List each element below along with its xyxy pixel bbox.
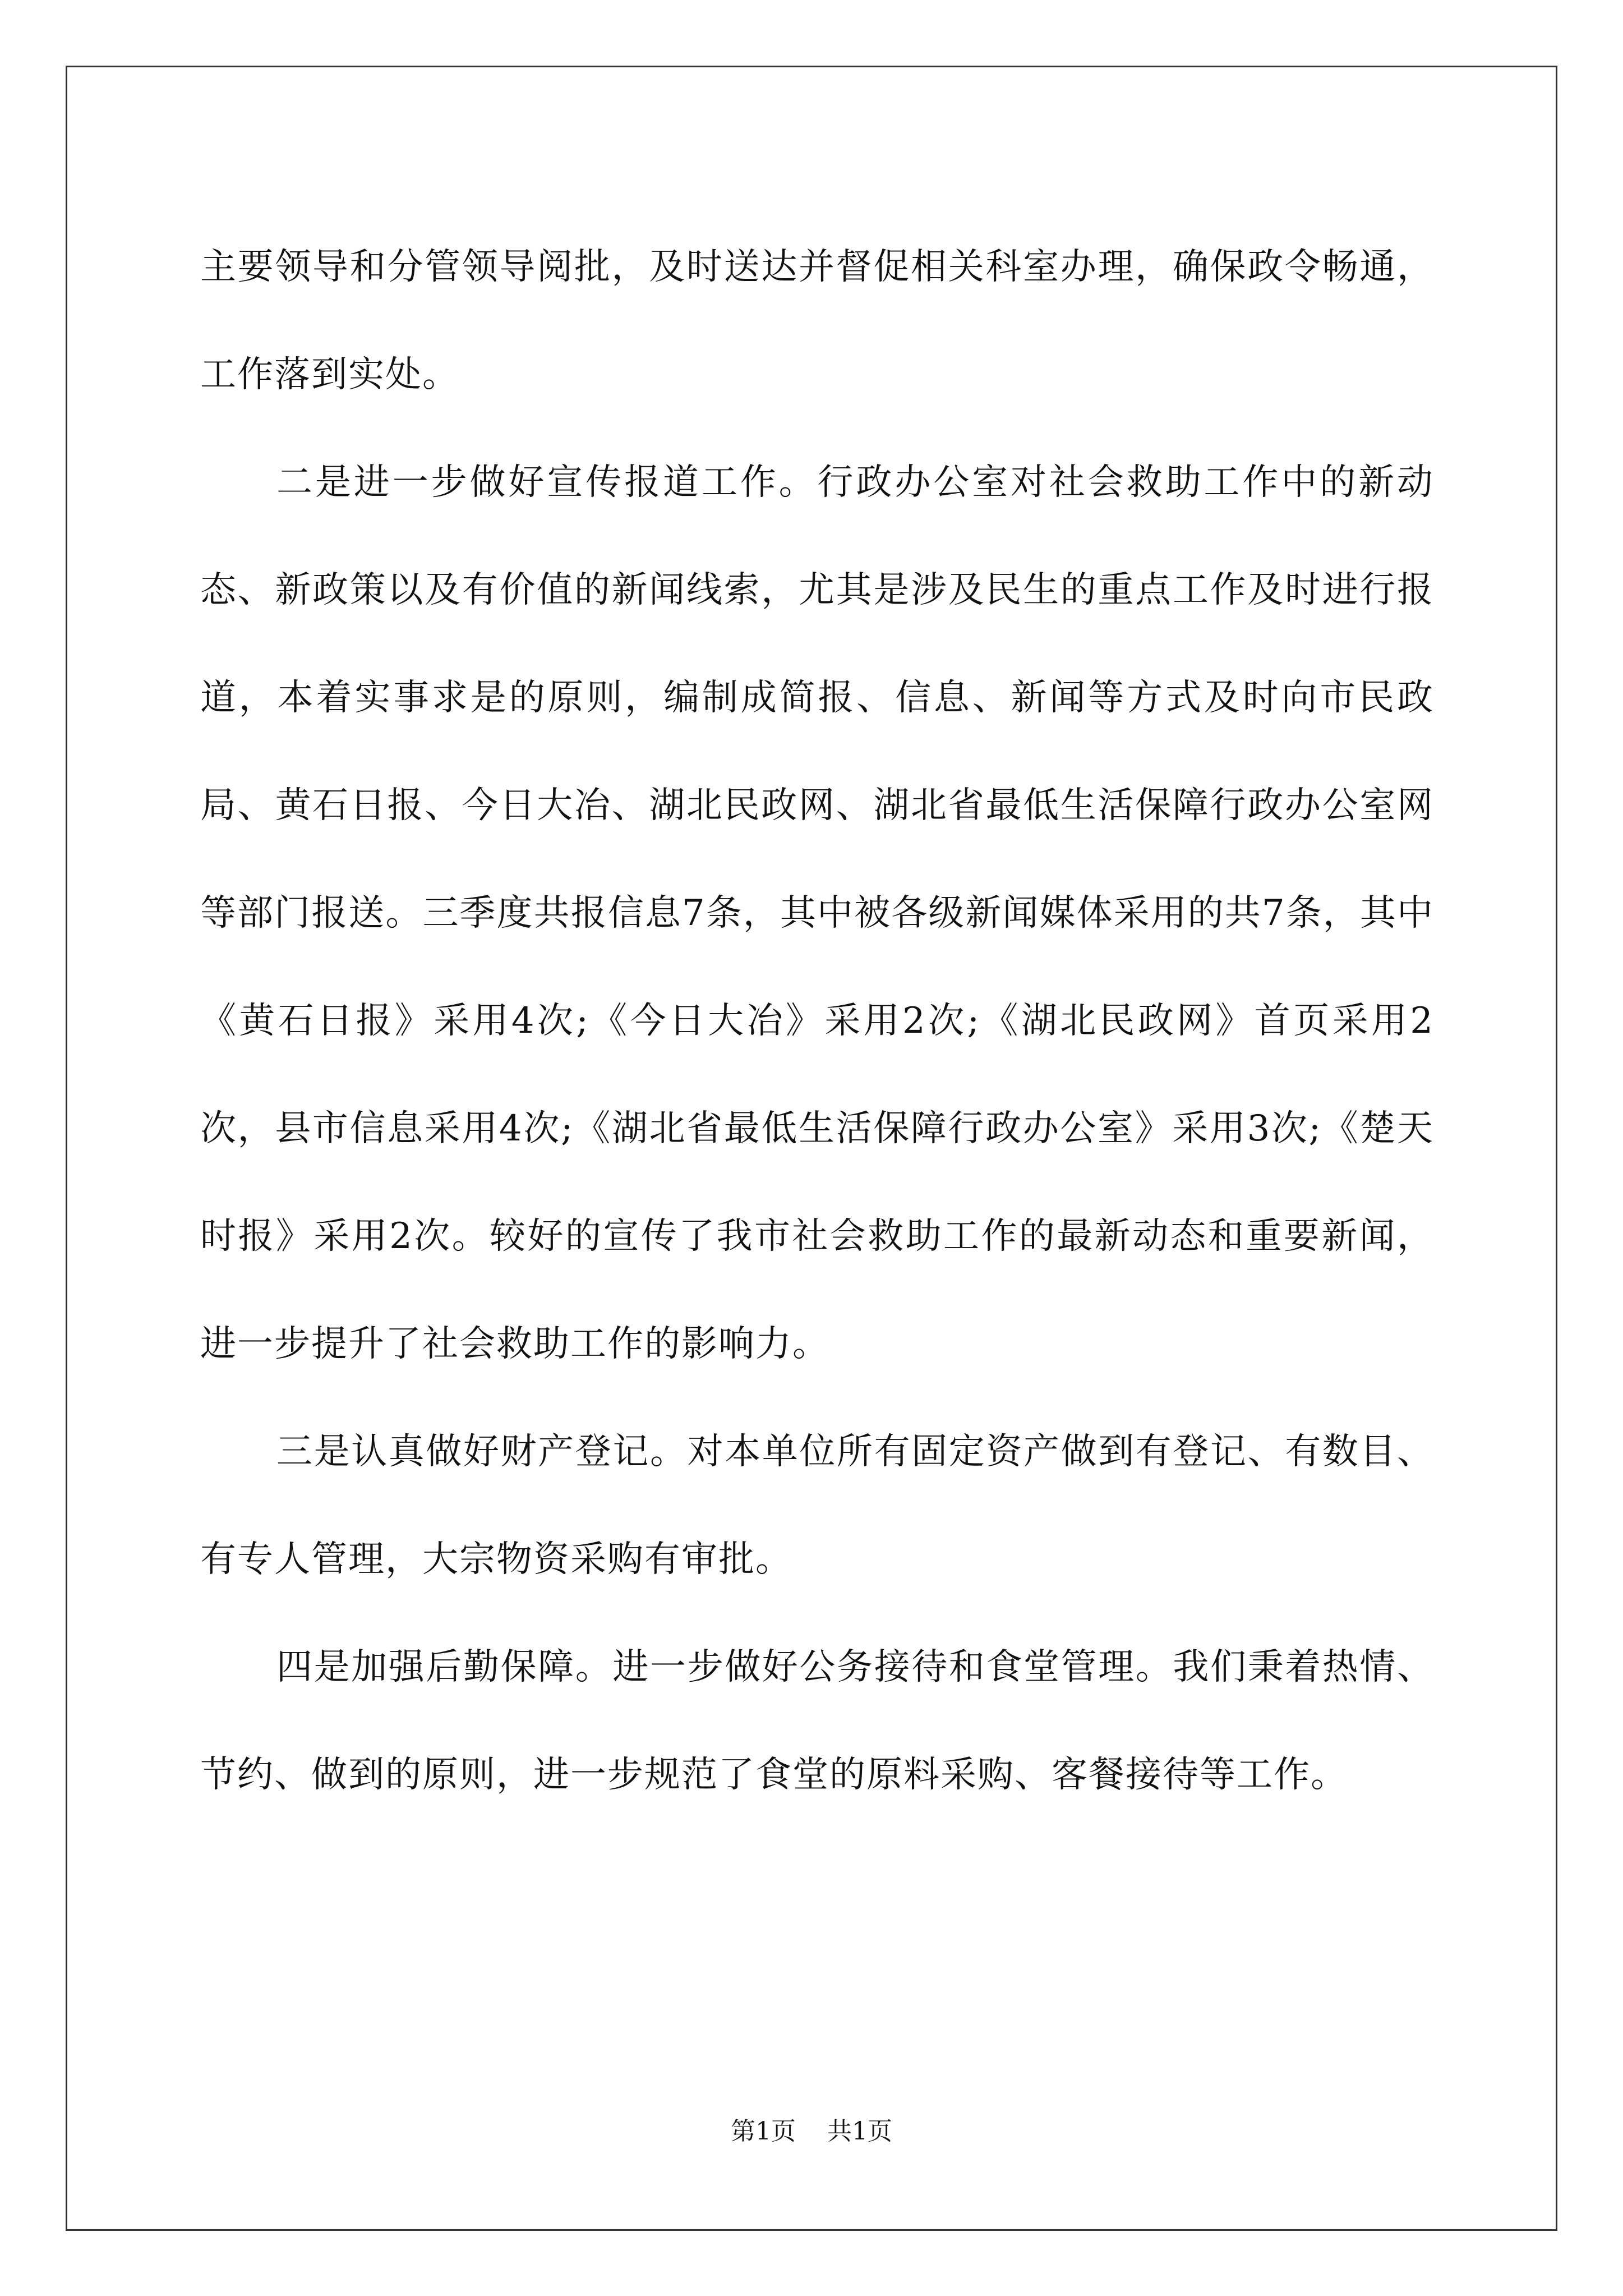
page-total: 共1页 [827, 2117, 892, 2146]
paragraph-publicity: 二是进一步做好宣传报道工作。行政办公室对社会救助工作中的新动态、新政策以及有价值的新闻线索，尤其是涉及民生的重点工作及时进行报道，本着实事求是的原则，编制成简报、信息、新闻等方式及时向市民政局、黄石日报、今日大冶、湖北民政网、湖北省最低生活保障行政办公室网等部门报送。三季度共报信息7条，其中被各级新闻媒体采用的共7条，其中《黄石日报》采用4次;《今日大冶》采用2次;《湖北民政网》首页采用2次，县市信息采用4次;《湖北省最低生活保障行政办公室》采用3次;《楚天时报》采用2次。较好的宣传了我市社会救助工作的最新动态和重要新闻，进一步提升了社会救助工作的影响力。 [200, 462, 1434, 1365]
paragraph-property-registration: 三是认真做好财产登记。对本单位所有固定资产做到有登记、有数目、有专人管理，大宗物资采购有审批。 [200, 1431, 1434, 1580]
page-footer [0, 2115, 1623, 2148]
document-body [200, 213, 1434, 1829]
paragraph-logistics: 四是加强后勤保障。进一步做好公务接待和食堂管理。我们秉着热情、节约、做到的原则，进一步规范了食堂的原料采购、客餐接待等工作。 [200, 1646, 1434, 1796]
page-number: 第1页 [731, 2117, 796, 2146]
paragraph-continuation: 主要领导和分管领导阅批，及时送达并督促相关科室办理，确保政令畅通，工作落到实处。 [200, 246, 1434, 395]
